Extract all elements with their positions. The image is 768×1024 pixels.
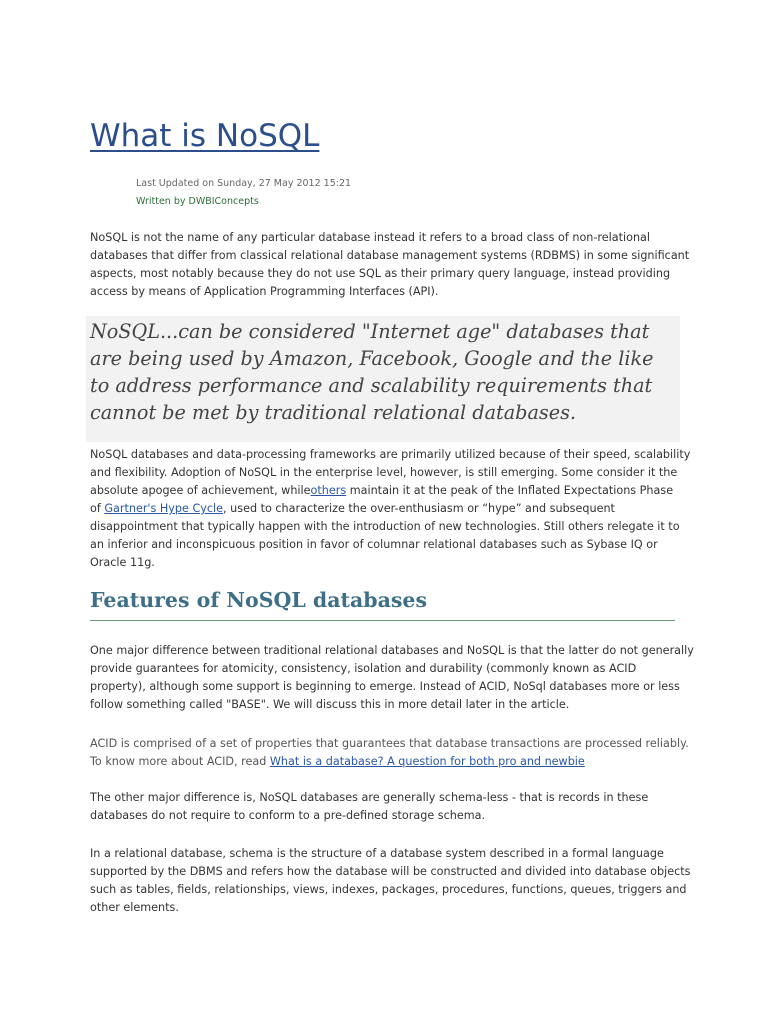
paragraph-line: The other major difference is, NoSQL databases are generally schema-less - that is records in these — [90, 791, 649, 804]
paragraph-line: ACID is comprised of a set of properties that guarantees that database transactions are processed reliably. — [90, 737, 689, 750]
adoption-paragraph — [90, 446, 691, 572]
intro-paragraph — [90, 229, 690, 301]
acid-note-paragraph — [90, 735, 689, 771]
paragraph-line: Oracle 11g. — [90, 556, 155, 569]
paragraph-line: such as tables, fields, relationships, views, indexes, packages, procedures, functions, queues, triggers and — [90, 883, 687, 896]
page-title[interactable]: What is NoSQL — [90, 118, 320, 154]
paragraph-line — [90, 500, 682, 518]
paragraph-text: absolute apogee of achievement, while — [90, 484, 311, 497]
paragraph-line: NoSQL databases and data-processing frameworks are primarily utilized because of their speed, scalability — [90, 448, 691, 461]
intro-line: databases that differ from classical relational database management systems (RDBMS) in some significant — [90, 249, 690, 262]
gartner-hype-cycle-link[interactable]: Gartner's Hype Cycle — [104, 502, 224, 515]
features-heading: Features of NoSQL databases — [90, 588, 428, 612]
paragraph-line: In a relational database, schema is the structure of a database system described in a formal language — [90, 847, 664, 860]
intro-line: access by means of Application Programming Interfaces (API). — [90, 285, 439, 298]
others-link[interactable]: others — [310, 484, 347, 497]
intro-line: NoSQL is not the name of any particular database instead it refers to a broad class of non-relational — [90, 231, 651, 244]
paragraph-line: follow something called "BASE". We will discuss this in more detail later in the article. — [90, 698, 570, 711]
acid-difference-paragraph — [90, 642, 694, 714]
what-is-a-database-link[interactable]: What is a database? A question for both pro and newbie — [269, 755, 585, 768]
quote-line: to address performance and scalability requirements that — [90, 374, 653, 397]
pull-quote — [86, 316, 680, 442]
paragraph-line — [90, 753, 682, 771]
paragraph-line: property), although some support is beginning to emerge. Instead of ACID, NoSql databases more or less — [90, 680, 680, 693]
intro-line: aspects, most notably because they do not use SQL as their primary query language, instead providing — [90, 267, 671, 280]
paragraph-text: To know more about ACID, read — [90, 755, 270, 768]
paragraph-text: , used to characterize the over-enthusiasm or “hype” and subsequent — [223, 502, 615, 515]
schema-definition-paragraph — [90, 845, 691, 917]
paragraph-line: disappointment that typically happen with the introduction of new technologies. Still others relegate it to — [90, 520, 680, 533]
quote-line: are being used by Amazon, Facebook, Google and the like — [90, 347, 654, 370]
quote-line: cannot be met by traditional relational databases. — [90, 401, 577, 424]
paragraph-line: supported by the DBMS and refers how the database will be constructed and divided into database objects — [90, 865, 691, 878]
quote-line: NoSQL...can be considered "Internet age" databases that — [90, 320, 650, 343]
paragraph-text: of — [90, 502, 105, 515]
heading-divider — [90, 620, 675, 621]
paragraph-line: other elements. — [90, 901, 179, 914]
author-byline: Written by DWBIConcepts — [136, 196, 259, 207]
paragraph-line: One major difference between traditional relational databases and NoSQL is that the latter do not generally — [90, 644, 694, 657]
paragraph-line — [90, 482, 682, 500]
last-updated: Last Updated on Sunday, 27 May 2012 15:21 — [136, 178, 352, 189]
paragraph-line: provide guarantees for atomicity, consistency, isolation and durability (commonly known as ACID — [90, 662, 637, 675]
paragraph-line: databases do not require to conform to a pre-defined storage schema. — [90, 809, 486, 822]
paragraph-line: and flexibility. Adoption of NoSQL in the enterprise level, however, is still emerging. Some consider it the — [90, 466, 678, 479]
paragraph-line: an inferior and inconspicuous position in favor of columnar relational databases such as Sybase IQ or — [90, 538, 658, 551]
paragraph-text: maintain it at the peak of the Inflated Expectations Phase — [346, 484, 674, 497]
schema-less-paragraph — [90, 789, 682, 825]
